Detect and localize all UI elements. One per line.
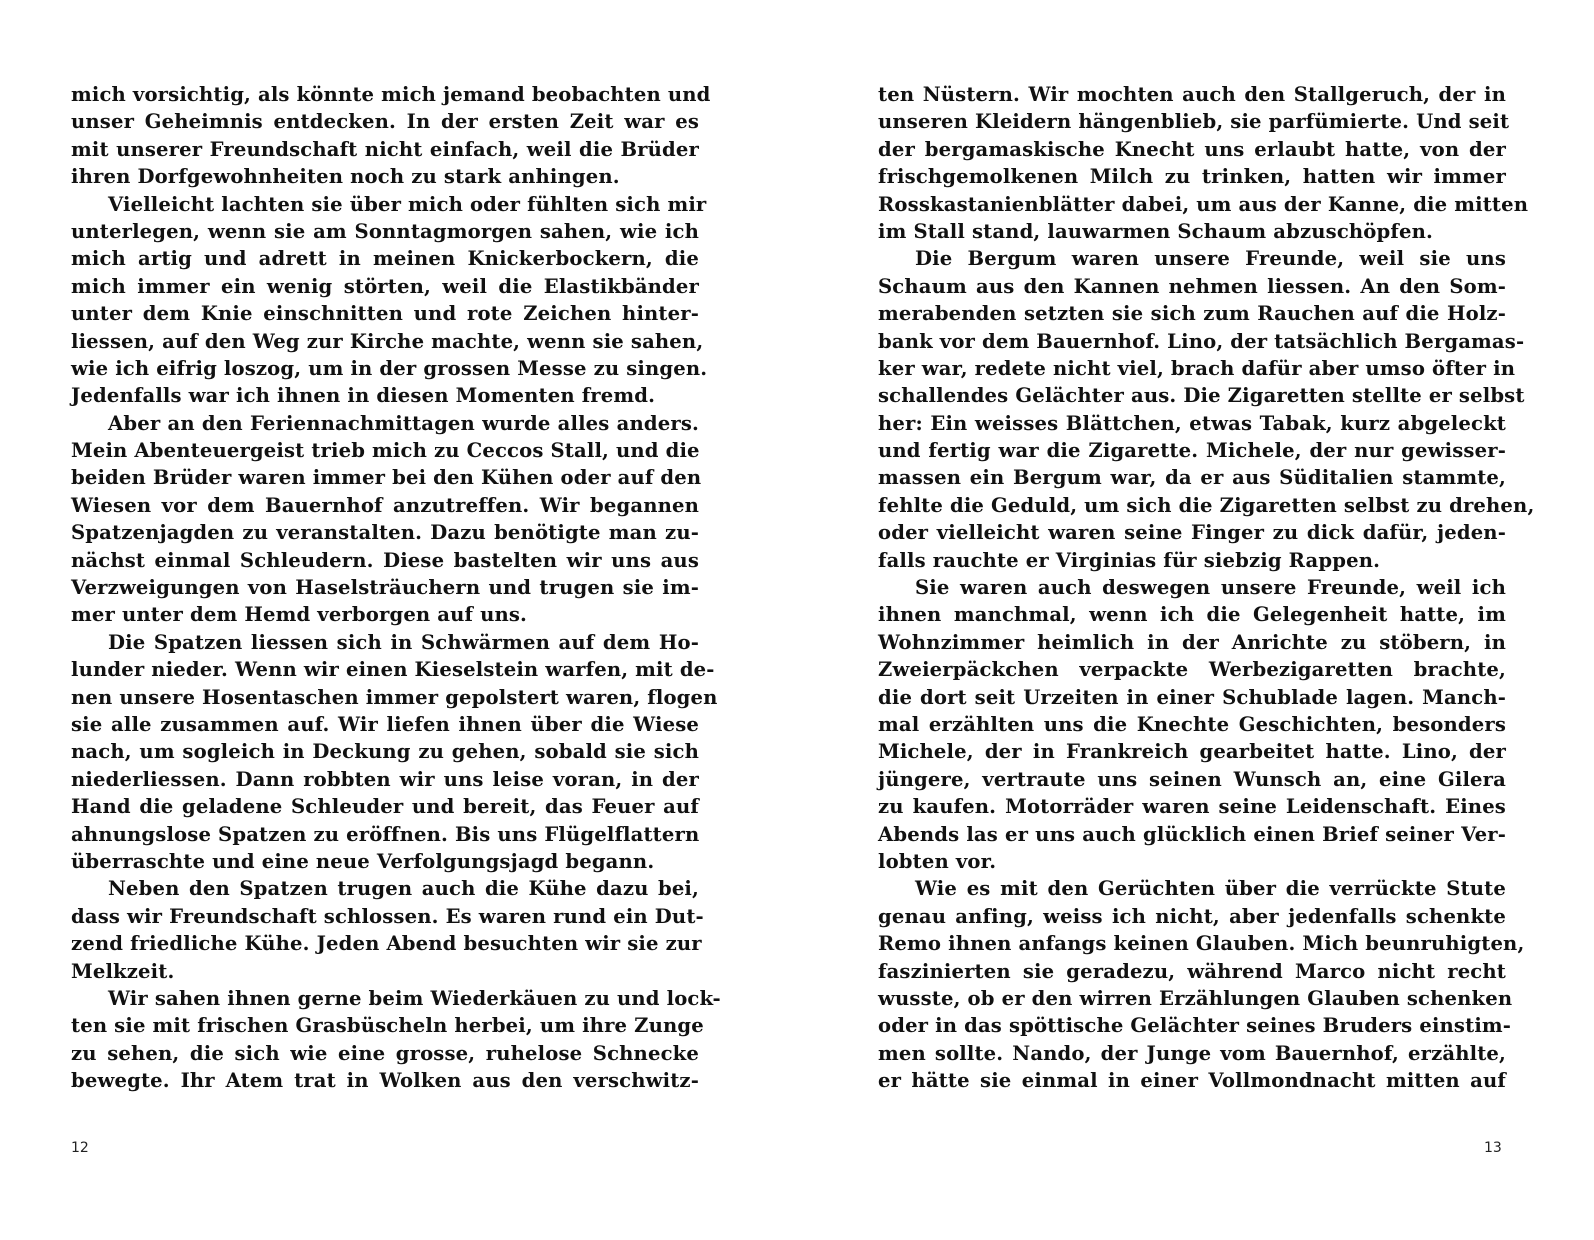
text-line: Verzweigungen von Haselsträuchern und trugen sie im-: [71, 576, 699, 600]
text-line: fehlte die Geduld, um sich die Zigaretten selbst zu drehen,: [878, 493, 1535, 517]
text-line: mit unserer Freundschaft nicht einfach, weil die Brüder: [71, 137, 699, 161]
text-line: wie ich eifrig loszog, um in der grossen Messe zu singen.: [71, 356, 708, 380]
text-line: Jedenfalls war ich ihnen in diesen Momenten fremd.: [71, 384, 656, 408]
text-line: Wohnzimmer heimlich in der Anrichte zu stöbern, in: [878, 630, 1506, 654]
text-line: zend friedliche Kühe. Jeden Abend besuchten wir sie zur: [71, 932, 702, 956]
text-line: Zweierpäckchen verpackte Werbezigaretten brachte,: [878, 658, 1506, 682]
right-page: [797, 0, 1594, 1240]
text-line: ker war, redete nicht viel, brach dafür aber umso öfter in: [878, 356, 1516, 380]
text-line: ten Nüstern. Wir mochten auch den Stallgeruch, der in: [878, 83, 1506, 106]
text-line: und fertig war die Zigarette. Michele, der nur gewisser-: [878, 439, 1506, 463]
text-line: faszinierten sie geradezu, während Marco nicht recht: [878, 959, 1506, 983]
left-page-number: 12: [71, 1140, 89, 1156]
text-line: men sollte. Nando, der Junge vom Bauernhof, erzählte,: [878, 1041, 1506, 1065]
text-line: im Stall stand, lauwarmen Schaum abzuschöpfen.: [878, 219, 1433, 243]
text-line: frischgemolkenen Milch zu trinken, hatten wir immer: [878, 165, 1506, 189]
text-line: liessen, auf den Weg zur Kirche machte, wenn sie sahen,: [71, 329, 704, 353]
text-line: mer unter dem Hemd verborgen auf uns.: [71, 603, 528, 627]
text-line: lobten vor.: [878, 849, 997, 873]
text-line: mich artig und adrett in meinen Knickerbockern, die: [71, 247, 699, 271]
text-line: er hätte sie einmal in einer Vollmondnacht mitten auf: [878, 1069, 1506, 1093]
text-line: Mein Abenteuergeist trieb mich zu Ceccos Stall, und die: [71, 439, 700, 463]
text-line: merabenden setzten sie sich zum Rauchen auf die Holz-: [878, 302, 1506, 326]
text-line: mich immer ein wenig störten, weil die Elastikbänder: [71, 274, 699, 298]
text-line: jüngere, vertraute uns seinen Wunsch an, eine Gilera: [878, 767, 1506, 791]
right-text-column: [878, 81, 1535, 1094]
text-line: ihnen manchmal, wenn ich die Gelegenheit hatte, im: [878, 603, 1506, 627]
text-line: nächst einmal Schleudern. Diese bastelten wir uns aus: [71, 548, 699, 572]
text-line: unter dem Knie einschnitten und rote Zeichen hinter-: [71, 302, 699, 326]
text-line: unterlegen, wenn sie am Sonntagmorgen sahen, wie ich: [71, 219, 699, 243]
text-line: schallendes Gelächter aus. Die Zigaretten stellte er selbst: [878, 384, 1525, 408]
text-line: oder in das spöttische Gelächter seines Bruders einstim-: [878, 1014, 1512, 1038]
text-line: ahnungslose Spatzen zu eröffnen. Bis uns Flügelflattern: [71, 822, 700, 846]
text-line: bewegte. Ihr Atem trat in Wolken aus den verschwitz-: [71, 1069, 699, 1093]
text-line: genau anfing, weiss ich nicht, aber jedenfalls schenkte: [878, 904, 1506, 928]
text-line: nach, um sogleich in Deckung zu gehen, sobald sie sich: [71, 740, 699, 764]
text-line: mal erzählten uns die Knechte Geschichten, besonders: [878, 712, 1506, 736]
text-line: Vielleicht lachten sie über mich oder fühlten sich mir: [108, 192, 707, 216]
text-line: ihren Dorfgewohnheiten noch zu stark anhingen.: [71, 165, 620, 189]
right-page-number: 13: [1484, 1140, 1502, 1156]
text-line: wusste, ob er den wirren Erzählungen Glauben schenken: [878, 986, 1513, 1010]
text-line: nen unsere Hosentaschen immer gepolstert waren, flogen: [71, 685, 718, 709]
text-line: beiden Brüder waren immer bei den Kühen oder auf den: [71, 466, 702, 490]
text-line: Melkzeit.: [71, 959, 175, 983]
text-line: die dort seit Urzeiten in einer Schublade lagen. Manch-: [878, 685, 1506, 709]
text-line: massen ein Bergum war, da er aus Süditalien stammte,: [878, 466, 1506, 490]
text-line: Wiesen vor dem Bauernhof anzutreffen. Wir begannen: [71, 493, 699, 517]
text-line: bank vor dem Bauernhof. Lino, der tatsächlich Bergamas-: [878, 329, 1525, 353]
text-line: Wie es mit den Gerüchten über die verrückte Stute: [915, 877, 1506, 901]
left-text-column: [71, 81, 721, 1094]
text-line: unser Geheimnis entdecken. In der ersten Zeit war es: [71, 110, 699, 134]
text-line: her: Ein weisses Blättchen, etwas Tabak, kurz abgeleckt: [878, 411, 1506, 435]
text-line: zu kaufen. Motorräder waren seine Leidenschaft. Eines: [878, 795, 1506, 819]
text-line: Die Spatzen liessen sich in Schwärmen auf dem Ho-: [108, 630, 699, 654]
text-line: zu sehen, die sich wie eine grosse, ruhelose Schnecke: [71, 1041, 699, 1065]
text-line: Spatzenjagden zu veranstalten. Dazu benötigte man zu-: [71, 521, 699, 545]
text-line: Die Bergum waren unsere Freunde, weil sie uns: [915, 247, 1506, 271]
text-line: unseren Kleidern hängenblieb, sie parfümierte. Und seit: [878, 110, 1510, 134]
text-line: Hand die geladene Schleuder und bereit, das Feuer auf: [71, 795, 699, 819]
text-line: überraschte und eine neue Verfolgungsjagd begann.: [71, 849, 655, 873]
text-line: niederliessen. Dann robbten wir uns leise voran, in der: [71, 767, 699, 791]
text-line: Wir sahen ihnen gerne beim Wiederkäuen zu und lock-: [108, 986, 721, 1010]
text-line: sie alle zusammen auf. Wir liefen ihnen über die Wiese: [71, 712, 699, 736]
text-line: Neben den Spatzen trugen auch die Kühe dazu bei,: [108, 877, 699, 901]
text-line: Rosskastanienblätter dabei, um aus der Kanne, die mitten: [878, 192, 1529, 216]
text-line: Aber an den Feriennachmittagen wurde alles anders.: [108, 411, 699, 435]
text-line: Sie waren auch deswegen unsere Freunde, weil ich: [915, 576, 1506, 600]
text-line: Abends las er uns auch glücklich einen Brief seiner Ver-: [878, 822, 1506, 846]
text-line: oder vielleicht waren seine Finger zu dick dafür, jeden-: [878, 521, 1506, 545]
text-line: Schaum aus den Kannen nehmen liessen. An den Som-: [878, 274, 1506, 298]
text-line: ten sie mit frischen Grasbüscheln herbei, um ihre Zunge: [71, 1014, 704, 1038]
text-line: Michele, der in Frankreich gearbeitet hatte. Lino, der: [878, 740, 1506, 764]
text-line: mich vorsichtig, als könnte mich jemand beobachten und: [71, 83, 711, 106]
text-line: dass wir Freundschaft schlossen. Es waren rund ein Dut-: [71, 904, 704, 928]
text-line: falls rauchte er Virginias für siebzig Rappen.: [878, 548, 1381, 572]
text-line: der bergamaskische Knecht uns erlaubt hatte, von der: [878, 137, 1506, 161]
text-line: Remo ihnen anfangs keinen Glauben. Mich beunruhigten,: [878, 932, 1525, 956]
text-line: lunder nieder. Wenn wir einen Kieselstein warfen, mit de-: [71, 658, 715, 682]
